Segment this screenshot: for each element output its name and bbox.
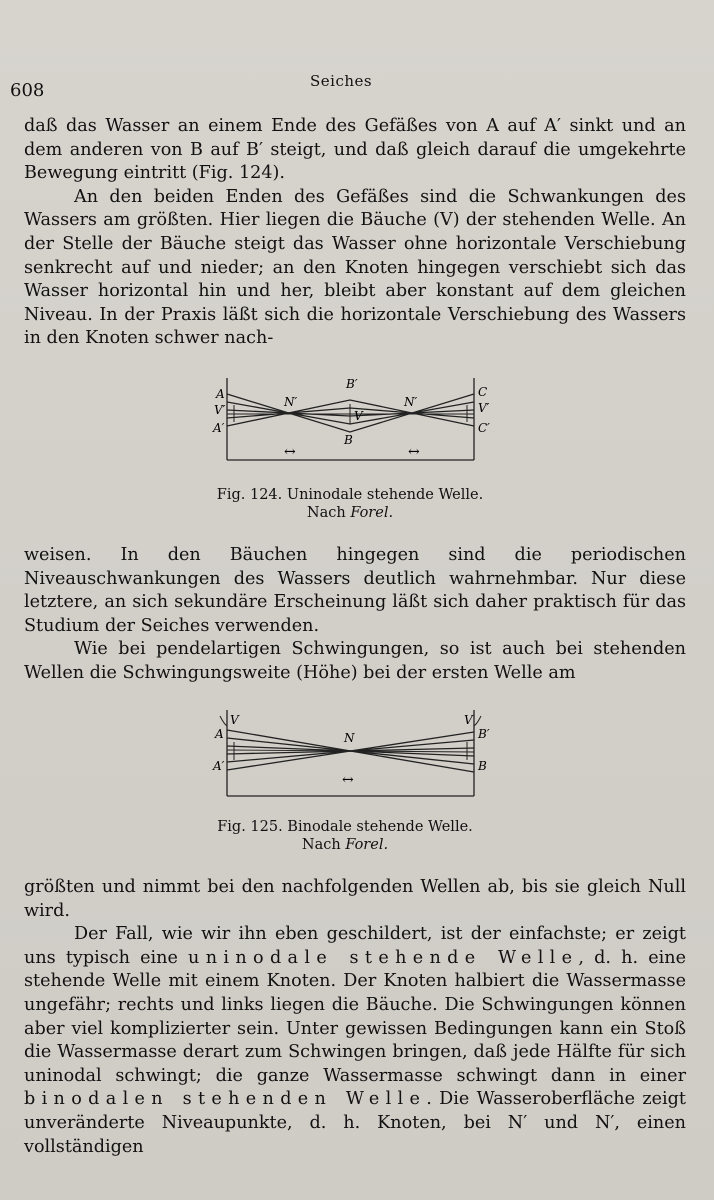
paragraph-5: größten und nimmt bei den nachfolgenden Wellen ab, bis sie gleich Null wird. xyxy=(24,877,686,921)
label-n: N xyxy=(344,731,355,745)
figure-125 xyxy=(212,702,502,802)
label-c-prime: C′ xyxy=(478,421,490,435)
label-b-prime: B′ xyxy=(478,727,490,741)
text-block-top xyxy=(24,115,686,351)
figure-125-title: Fig. 125. Binodale stehende Welle. xyxy=(217,819,473,835)
arrow-left: ↔ xyxy=(284,444,296,460)
figure-124-title: Fig. 124. Uninodale stehende Welle. xyxy=(216,487,484,503)
term-binodal: binodalen stehenden Welle xyxy=(24,1089,427,1110)
label-v-right: V′ xyxy=(478,401,490,415)
page-header xyxy=(10,70,704,100)
arrow-right: ↔ xyxy=(408,444,420,460)
figure-125-caption xyxy=(175,818,515,854)
paragraph-2: An den beiden Enden des Gefäßes sind die Schwankungen des Wassers am größten. Hier liegen die Bäuche (V) der stehenden Welle. An der Stelle der Bäuche steigt das Wasser ohne horizontale Verschiebung senkrecht auf und nieder; an den Knoten hingegen verschiebt sich das Wasser horizontal hin und her, bleibt aber konstant auf dem gleichen Niveau. In der Praxis läßt sich die horizontale Verschiebung des Wassers in den Knoten schwer nach- xyxy=(24,186,686,349)
label-b: B xyxy=(478,759,487,773)
label-a: A xyxy=(215,727,224,741)
running-title: Seiches xyxy=(310,72,373,90)
label-c: C xyxy=(478,385,488,399)
text-block-middle xyxy=(24,544,686,686)
label-a: A xyxy=(216,387,225,401)
page-number: 608 xyxy=(10,80,45,101)
label-a-prime: A′ xyxy=(213,759,225,773)
label-v-center: V xyxy=(354,409,363,423)
label-v-left: V xyxy=(230,713,239,727)
figure-124 xyxy=(212,372,502,472)
label-b-prime: B′ xyxy=(346,377,358,391)
label-n-left: N′ xyxy=(284,395,298,409)
label-b: B xyxy=(344,433,353,447)
figure-124-source: Nach Forel. xyxy=(306,505,394,521)
label-a-prime: A′ xyxy=(213,421,225,435)
figure-124-diagram xyxy=(212,372,502,472)
paragraph-4: Wie bei pendelartigen Schwingungen, so ist auch bei stehenden Wellen die Schwingungsweite (Höhe) bei der ersten Welle am xyxy=(24,639,686,683)
figure-124-caption xyxy=(180,486,520,522)
figure-125-source: Nach Forel. xyxy=(301,837,389,853)
figure-125-diagram xyxy=(212,702,502,802)
term-uninodal: uninodale stehende Welle xyxy=(188,947,579,968)
label-n-right: N′ xyxy=(404,395,418,409)
paragraph-6: Der Fall, wie wir ihn eben geschildert, ist der einfachste; er zeigt uns typisch eine uninodale stehende Welle, d. h. eine stehende Welle mit einem Knoten. Der Knoten halbiert die Wassermasse ungefähr; rechts und links liegen die Bäuche. Die Schwingungen können aber viel komplizierter sein. Unter gewissen Bedingungen kann ein Stoß die Wassermasse derart zum Schwingen bringen, daß jede Hälfte für sich uninodal schwingt; die ganze Wassermasse schwingt dann in einer binodalen stehenden Welle. Die Wasseroberfläche zeigt unveränderte Niveaupunkte, d. h. Knoten, bei N′ und N′, einen vollständigen xyxy=(24,924,687,1157)
paragraph-3: weisen. In den Bäuchen hingegen sind die periodischen Niveauschwankungen des Wassers deutlich wahrnehmbar. Nur diese letztere, an sich sekundäre Erscheinung läßt sich daher praktisch für das Studium der Seiches verwenden. xyxy=(24,545,686,636)
text-block-bottom xyxy=(24,876,686,1159)
paragraph-1: daß das Wasser an einem Ende des Gefäßes von A auf A′ sinkt und an dem anderen von B auf B′ steigt, und daß gleich darauf die umgekehrte Bewegung eintritt (Fig. 124). xyxy=(24,116,686,184)
label-v-left: V′ xyxy=(214,403,226,417)
arrow-center: ↔ xyxy=(342,772,354,788)
label-v-right: V xyxy=(464,713,473,727)
